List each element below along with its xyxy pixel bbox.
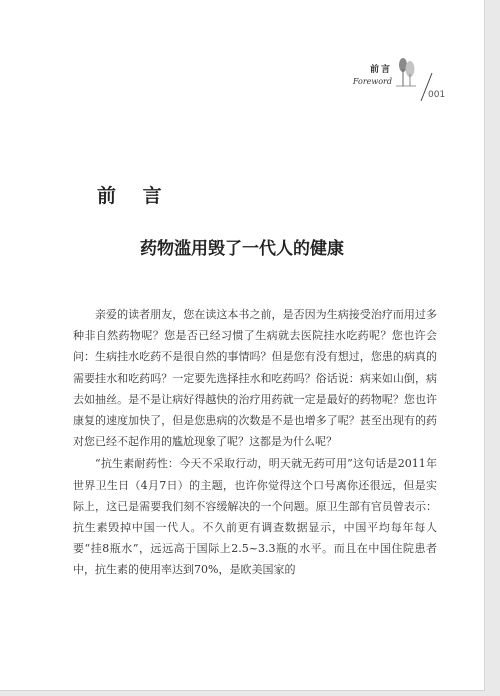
chapter-subtitle: 药物滥用毁了一代人的健康 (140, 239, 344, 259)
paragraph: “抗生素耐药性：今天不采取行动，明天就无药可用”这句话是2011年世界卫生日（4月7日）的主题，也许你觉得这个口号离你还很远，但是实际上，这已是需要我们刻不容缓解决的一个问题。原卫生部有官员曾表示：抗生素毁掉中国一代人。不久前更有调查数据显示，中国平均每年每人要“挂8瓶水”，远远高于国际上2.5~3.3瓶的水平。而且在中国住院患者中，抗生素的使用率达到70%，是欧美国家的 (73, 457, 437, 577)
chapter-title: 前 言 (97, 185, 172, 207)
body-text (73, 304, 437, 581)
paragraph: 亲爱的读者朋友，您在读这本书之前，是否因为生病接受治疗而用过多种非自然药物呢？您是否已经习惯了生病就去医院挂水吃药呢？您也许会问：生病挂水吃药不是很自然的事情吗？但是您有没有想过，您患的病真的需要挂水和吃药吗？一定要先选择挂水和吃药吗？俗话说：病来如山倒，病去如抽丝。是不是让病好得越快的治疗用药就一定是最好的药物呢？您也许康复的速度加快了，但是您患病的次数是不是也增多了呢？甚至出现有的药对您已经不起作用的尴尬现象了呢？这都是为什么呢？ (73, 308, 437, 449)
running-head (353, 66, 392, 86)
tree-icon (395, 56, 417, 90)
running-head-title: 前言 (369, 65, 392, 75)
page-number: 001 (428, 90, 446, 100)
running-head-subtitle: Foreword (352, 77, 392, 86)
